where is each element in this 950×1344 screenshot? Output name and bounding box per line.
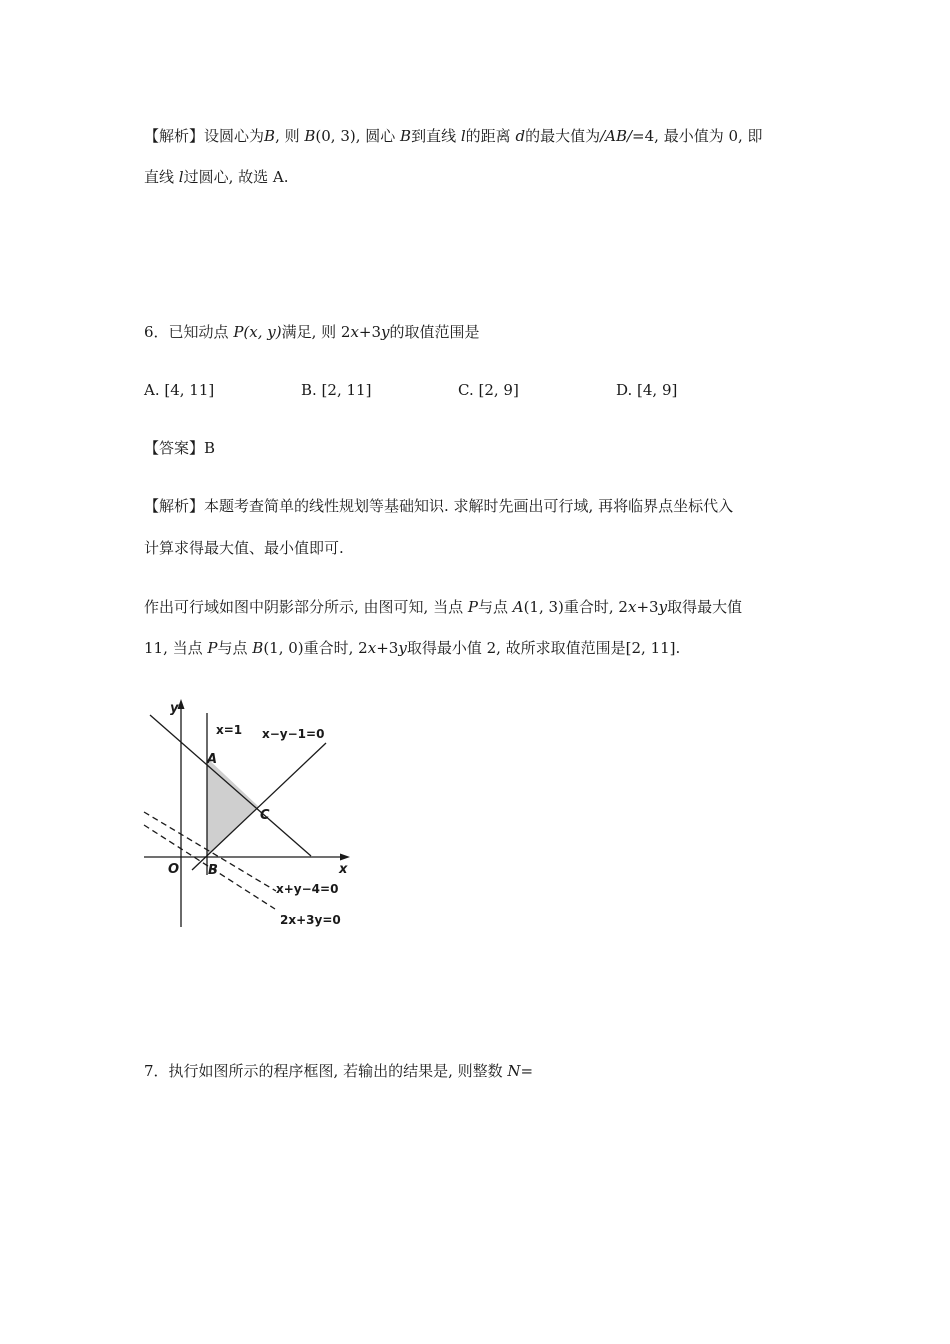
solution-tag: 【解析】 (144, 497, 205, 515)
point-a-label: A (207, 752, 218, 767)
answer-tag: 【答案】 (144, 439, 205, 457)
x-axis-arrow-icon (340, 854, 350, 861)
point-c-label: C (260, 808, 270, 823)
solution5-line2: 直线 l过圆心, 故选 A. (144, 168, 289, 186)
eq-x-eq-1: x=1 (216, 723, 243, 737)
origin-label: O (168, 862, 180, 877)
eq-objective: 2x+3y=0 (280, 913, 341, 927)
solution6-line2: 计算求得最大值、最小值即可. (144, 539, 344, 557)
point-b-label: B (208, 863, 218, 878)
solution6-line4: 11, 当点 P与点 B(1, 0)重合时, 2x+3y取得最小值 2, 故所求取值范围是[2, 11]. (144, 639, 681, 657)
solution-tag: 【解析】 (144, 127, 205, 145)
solution6-line3: 作出可行域如图中阴影部分所示, 由图可知, 当点 P与点 A(1, 3)重合时, 2x+3y取得最大值 (144, 598, 743, 616)
answer-value: B (204, 439, 216, 457)
eq-x-minus-y-1: x−y−1=0 (262, 727, 325, 741)
option-a: A. [4, 11] (144, 381, 215, 399)
y-axis-label: y (170, 701, 179, 716)
y-axis-arrow-icon (178, 699, 185, 709)
option-d: D. [4, 9] (616, 381, 678, 399)
option-b: B. [2, 11] (301, 381, 372, 399)
question6-stem: 6．已知动点 P(x, y)满足, 则 2x+3y的取值范围是 (144, 323, 480, 341)
feasible-region-shade (207, 758, 259, 856)
solution5-line1: 【解析】设圆心为B, 则 B(0, 3), 圆心 B到直线 l的距离 d的最大值为/AB/=4, 最小值为 0, 即 (144, 127, 763, 145)
eq-x-plus-y-4: x+y−4=0 (276, 882, 339, 896)
feasible-region-figure (140, 695, 365, 935)
x-axis-label: x (339, 862, 348, 877)
solution6-line1: 【解析】本题考查简单的线性规划等基础知识. 求解时先画出可行域, 再将临界点坐标代入 (144, 497, 734, 515)
question7-stem: 7．执行如图所示的程序框图, 若输出的结果是, 则整数 N= (144, 1062, 534, 1080)
answer6 (144, 438, 215, 458)
option-c: C. [2, 9] (458, 381, 519, 399)
